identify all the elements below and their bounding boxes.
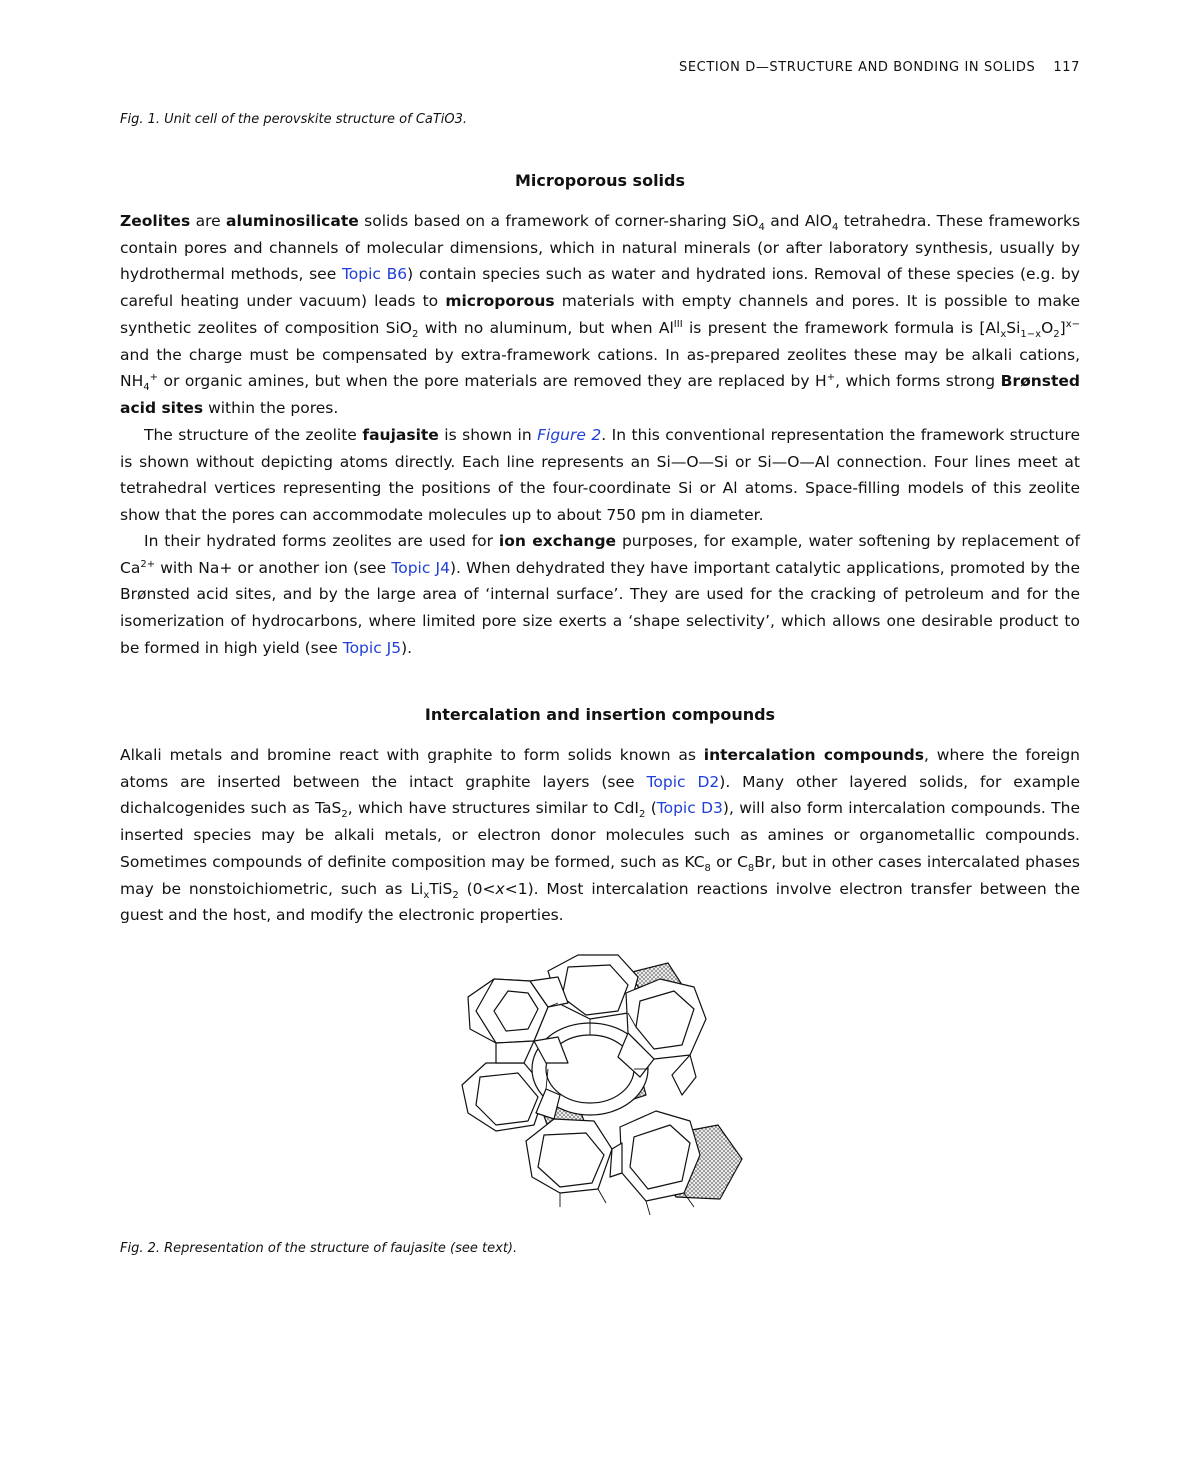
running-header [679,60,1080,75]
term-microporous: microporous [445,292,555,311]
running-title: SECTION D—STRUCTURE AND BONDING IN SOLIDS [679,60,1036,75]
paragraph-faujasite: The structure of the zeolite faujasite is shown in Figure 2. In this conventional representation the framework structure is shown without depicting atoms directly. Each line represents an Si—O—Si or Si—O—Al connection. Four lines meet at tetrahedral vertices representing the positions of the four-coordinate Si or Al atoms. Space-filling models of this zeolite show that the pores can accommodate molecules up to about 750 pm in diameter. [120,426,1080,525]
link-topic-d2[interactable]: Topic D2 [646,772,720,791]
link-topic-j4[interactable]: Topic J4 [391,558,450,577]
link-topic-d3[interactable]: Topic D3 [656,799,723,818]
term-ion-exchange: ion exchange [498,532,617,550]
paragraph-ion-exchange: In their hydrated forms zeolites are used for ion exchange purposes, for example, water softening by replacement of $Ca^{2+}$ with Na+ or another ion (see Topic J4). When dehydrated they have important catalytic applications, promoted by the Brønsted acid sites, and by the large area of ‘internal surface’. They are used for the cracking of petroleum and for the isomerization of hydrocarbons, where limited pore size exerts a ‘shape selectivity’, which allows one desirable product to be formed in high yield (see Topic J5). [120,532,1081,657]
link-figure-2[interactable]: Figure 2 [537,426,602,444]
figure-2-caption: Fig. 2. Representation of the structure of faujasite (see text). [120,1241,518,1256]
term-zeolites: Zeolites [120,212,191,230]
term-faujasite: faujasite [362,426,439,444]
term-intercalation-compounds: intercalation compounds [703,746,924,764]
link-topic-b6[interactable]: Topic B6 [341,265,408,284]
paragraph-intercalation: Alkali metals and bromine react with graphite to form solids known as intercalation compounds, where the foreign atoms are inserted between the intact graphite layers (see Topic D2). Many other layered solids, for example dichalcogenides such as TaS$_2$, which have structures similar to CdI$_2$ (Topic D3), will also form intercalation compounds. The inserted species may be alkali metals, or electron donor molecules such as amines or organometallic compounds. Sometimes compounds of definite composition may be formed, such as $KC_8$ or $C_8Br$, but in other cases intercalated phases may be nonstoichiometric, such as $Li_xTiS_2$ (0<x<1). Most intercalation reactions involve electron transfer between the guest and the host, and modify the electronic properties. [120,746,1080,925]
faujasite-structure-figure [450,945,760,1225]
paragraph-zeolites: Zeolites are aluminosilicate solids based on a framework of corner-sharing SiO$_4$ and AlO$_4$ tetrahedra. These frameworks contain pores and channels of molecular dimensions, which in natural minerals (or after laboratory synthesis, usually by hydrothermal methods, see Topic B6) contain species such as water and hydrated ions. Removal of these species (e.g. by careful heating under vacuum) leads to microporous materials with empty channels and pores. It is possible to make synthetic zeolites of composition SiO$_2$ with no aluminum, but when $Al^{III}$ is present the framework formula is $[Al_xSi_{1-x}O_2]^{x-}$ and the charge must be compensated by extra-framework cations. In as-prepared zeolites these may be alkali cations, $NH_4^+$ or organic amines, but when the pore materials are removed they are replaced by H+, which forms strong Brønsted acid sites within the pores. [120,212,1081,417]
section-title-microporous: Microporous solids [514,171,686,190]
figure-1-caption: Fig. 1. Unit cell of the perovskite structure of CaTiO3. [120,112,468,127]
section-title-intercalation: Intercalation and insertion compounds [424,705,776,724]
term-bronsted-acid-sites: Brønsted acid sites [120,372,1080,417]
page-number: 117 [1053,60,1080,75]
term-aluminosilicate: aluminosilicate [226,212,359,230]
link-topic-j5[interactable]: Topic J5 [342,638,402,657]
